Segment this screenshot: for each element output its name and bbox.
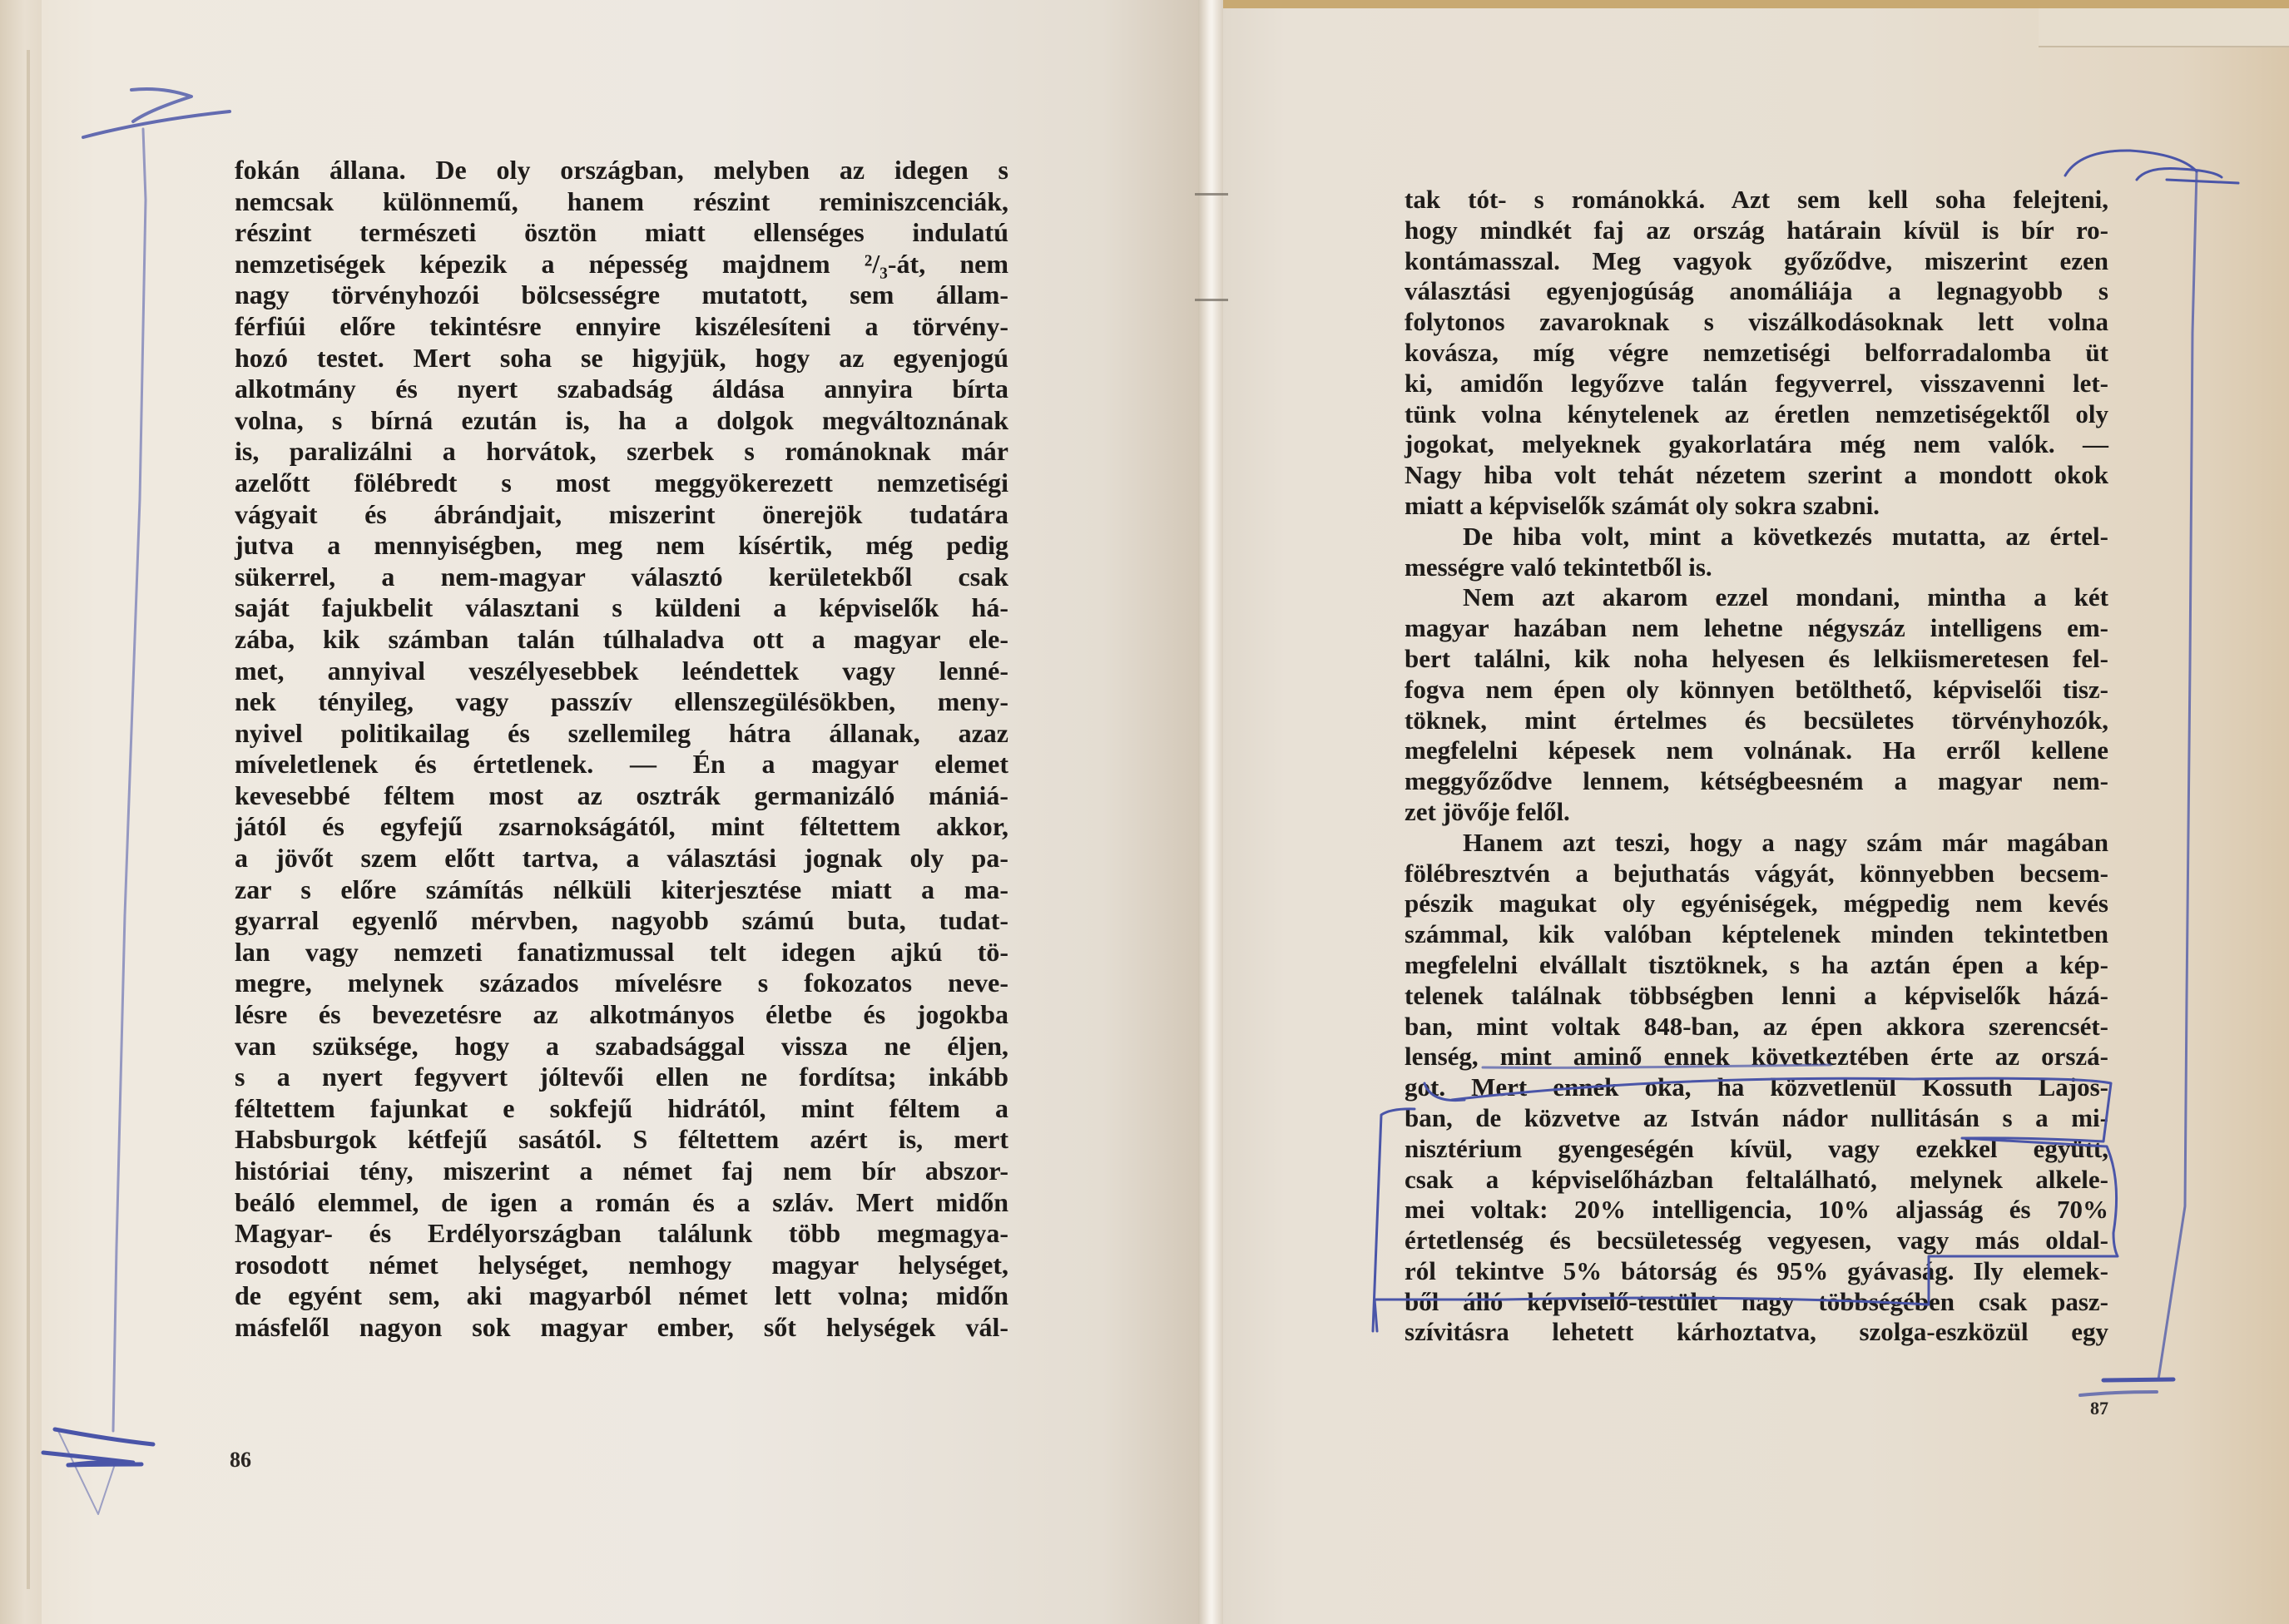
text-line: got. Mert ennek oka, ha közvetlenül Kossuth Lajos- (1405, 1072, 2108, 1102)
text-line: férfiúi előre tekintésre ennyire kiszélesíteni a törvény- (235, 310, 1008, 341)
binding-stitch (1195, 193, 1228, 196)
text-line: megfelelni képesek nem volnának. Ha erről kellene (1405, 735, 2108, 765)
text-line: telenek találnak többségben lenni a képviselők házá- (1405, 980, 2108, 1010)
text-line: Nagy hiba volt tehát nézetem szerint a mondott okok (1405, 460, 2108, 490)
text-line: vágyait és ábrándjait, miszerint önerejök tudatára (235, 498, 1008, 529)
text-line: másfelől nagyon sok magyar ember, sőt helységek vál- (235, 1311, 1008, 1342)
text-line: féltettem fajunkat e sokfejű hidrától, mint féltem a (235, 1092, 1008, 1123)
text-line: nemzetiségek képezik a népesség majdnem ²/₃-át, nem (235, 248, 1008, 279)
text-line: jától és egyfejű zsarnokságától, mint féltettem akkor, (235, 811, 1008, 842)
text-line: Magyar- és Erdélyországban találunk több megmagya- (235, 1218, 1008, 1249)
left-page-edge (0, 0, 42, 1624)
text-line: értetlenség és becsületesség vegyesen, vagy más oldal- (1405, 1225, 2108, 1255)
text-line: tak tót- s románokká. Azt sem kell soha felejteni, (1405, 185, 2108, 214)
text-line: magyar hazában nem lehetne négyszáz intelligens em- (1405, 613, 2108, 643)
right-page-text (1405, 185, 2108, 1348)
text-line: nemcsak különnemű, hanem részint reminiszcenciák, (235, 186, 1008, 216)
text-line: volna, s bírná ezután is, ha a dolgok megváltoznának (235, 404, 1008, 435)
text-line: szívitásra lehetett kárhoztatva, szolga-eszközül egy (1405, 1317, 2108, 1347)
text-line: fölébresztvén a bejuthatás vágyát, könnyebben becsem- (1405, 858, 2108, 888)
text-line: mei voltak: 20% intelligencia, 10% aljasság és 70% (1405, 1195, 2108, 1225)
text-line: met, annyival veszélyesebbek leéndettek vagy lenné- (235, 655, 1008, 686)
text-line: sükerrel, a nem-magyar választó kerületekből csak (235, 561, 1008, 592)
text-line: zar s előre számítás nélküli kiterjesztése miatt a ma- (235, 874, 1008, 904)
text-line: zet jövője felől. (1405, 796, 1570, 826)
binding-stitch (1195, 299, 1228, 301)
text-line: nek tényileg, vagy passzív ellenszegülésökben, meny- (235, 686, 1008, 717)
text-line: pészik magukat oly egyéniségek, mégpedig nem kevés (1405, 889, 2108, 918)
text-line: azelőtt fölébredt s most meggyökerezett nemzetiségi (235, 467, 1008, 498)
text-line: alkotmány és nyert szabadság áldása annyira bírta (235, 374, 1008, 404)
text-line: Habsburgok kétfejű sasától. S féltettem azért is, mert (235, 1124, 1008, 1155)
text-line: nisztérium gyengeségén kívül, vagy ezekkel együtt, (1405, 1133, 2108, 1163)
text-line: számmal, kik valóban képtelenek minden tekintetben (1405, 919, 2108, 949)
text-line: de egyént sem, aki magyarból német lett volna; midőn (235, 1280, 1008, 1311)
text-line: mességre való tekintetből is. (1405, 552, 1712, 582)
text-line: nagy törvényhozói bölcsességre mutatott, sem állam- (235, 280, 1008, 310)
text-line: ban, mint voltak 848-ban, az épen akkora szerencsét- (1405, 1011, 2108, 1041)
right-page-number: 87 (2090, 1398, 2108, 1419)
text-line: is, paralizálni a horvátok, szerbek s románoknak már (235, 436, 1008, 467)
text-line: s a nyert fegyvert jóltevői ellen ne fordítsa; inkább (235, 1062, 1008, 1092)
text-line: jutva a mennyiségben, meg nem kísértik, még pedig (235, 530, 1008, 561)
text-line: megre, melynek százados mívelésre s fokozatos neve- (235, 968, 1008, 998)
text-line: históriai tény, miszerint a német faj nem bír abszor- (235, 1156, 1008, 1186)
text-line: zába, kik számban talán túlhaladva ott a magyar ele- (235, 623, 1008, 654)
text-line: hogy mindkét faj az ország határain kívül is bír ro- (1405, 215, 2108, 245)
text-line: fogva nem épen oly könnyen betölthető, képviselői tisz- (1405, 674, 2108, 704)
right-page-underlying-leaf (2039, 8, 2289, 47)
text-line: kontámasszal. Meg vagyok győződve, miszerint ezen (1405, 245, 2108, 275)
text-line: rosodott német helységet, nemhogy magyar helységet, (235, 1249, 1008, 1280)
text-line: fokán állana. De oly országban, melyben az idegen s (235, 155, 1008, 185)
book-gutter (1198, 0, 1223, 1624)
text-line: lésre és bevezetésre az alkotmányos életbe és jogokba (235, 999, 1008, 1030)
text-line: saját fajukbelit választani s küldeni a képviselők há- (235, 592, 1008, 623)
text-line: lenség, mint aminő ennek következtében érte az orszá- (1405, 1042, 2108, 1072)
text-line: választási egyenjogúság anomáliája a legnagyobb s (1405, 276, 2108, 306)
text-line: megfelelni elvállalt tisztöknek, s ha aztán épen a kép- (1405, 949, 2108, 979)
text-line: nyivel politikailag és szellemileg hátra állanak, azaz (235, 717, 1008, 748)
text-line: ról tekintve 5% bátorság és 95% gyávaság. Ily elemek- (1405, 1255, 2108, 1285)
text-line: kevesebbé féltem most az osztrák germanizáló mániá- (235, 780, 1008, 810)
text-line: míveletlenek és értetlenek. — Én a magyar elemet (235, 749, 1008, 780)
text-line: Hanem azt teszi, hogy a nagy szám már magában (1463, 827, 2108, 857)
left-page-text (235, 155, 1008, 1344)
text-line: Nem azt akarom ezzel mondani, mintha a két (1463, 582, 2108, 612)
left-page-number: 86 (230, 1448, 251, 1472)
text-line: hozó testet. Mert soha se higyjük, hogy az egyenjogú (235, 342, 1008, 373)
text-line: meggyőződve lennem, kétségbeesném a magyar nem- (1405, 766, 2108, 796)
text-line: lan vagy nemzeti fanatizmussal telt idegen ajkú tö- (235, 936, 1008, 967)
text-line: gyarral egyenlő mérvben, nagyobb számú buta, tudat- (235, 905, 1008, 936)
text-line: a jövőt szem előtt tartva, a választási jognak oly pa- (235, 843, 1008, 874)
text-line: jogokat, melyeknek gyakorlatára még nem valók. — (1405, 429, 2108, 459)
text-line: ban, de közvetve az István nádor nullitásán s a mi- (1405, 1102, 2108, 1132)
text-line: részint természeti ösztön miatt ellenséges indulatú (235, 217, 1008, 248)
text-line: De hiba volt, mint a következés mutatta, az értel- (1463, 521, 2108, 551)
text-line: folytonos zavaroknak s viszálkodásoknak lett volna (1405, 307, 2108, 337)
text-line: ki, amidőn legyőzve talán fegyverrel, visszavenni let- (1405, 368, 2108, 398)
text-line: töknek, mint értelmes és becsületes törvényhozók, (1405, 705, 2108, 735)
text-line: van szüksége, hogy a szabadsággal vissza ne éljen, (235, 1030, 1008, 1061)
text-line: csak a képviselőházban feltalálható, melynek alkele- (1405, 1164, 2108, 1194)
text-line: miatt a képviselők számát oly sokra szabni. (1405, 490, 1880, 520)
text-line: tünk volna kénytelenek az éretlen nemzetiségektől oly (1405, 399, 2108, 428)
text-line: beáló elemmel, de igen a román és a szláv. Mert midőn (235, 1186, 1008, 1217)
text-line: kovásza, míg végre nemzetiségi belforradalomba üt (1405, 337, 2108, 367)
text-line: bert találni, kik noha helyesen és lelkiismeretesen fel- (1405, 643, 2108, 673)
text-line: ből álló képviselő-testület nagy többségében csak pasz- (1405, 1286, 2108, 1316)
